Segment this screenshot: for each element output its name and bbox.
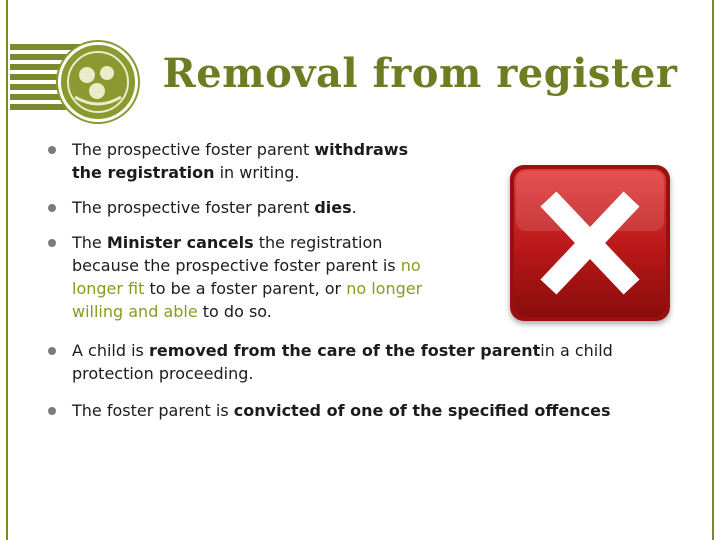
bullet-text-bold: withdraws the registration	[72, 140, 409, 182]
bullet-text: the registration because the prospective foster parent is	[72, 233, 401, 275]
children-faces-logo-icon	[58, 42, 138, 122]
bullet-item	[48, 399, 682, 422]
bullet-text: The foster parent is	[72, 401, 234, 420]
bullet-text: to be a foster parent, or	[144, 279, 347, 298]
red-x-close-icon	[510, 165, 670, 321]
bullet-item	[48, 339, 652, 385]
bullet-text: .	[351, 198, 357, 217]
bullet-text-bold: dies	[314, 198, 352, 217]
bullet-text: A child is	[72, 341, 149, 360]
bullet-dot-icon	[48, 347, 56, 355]
left-border-line	[6, 0, 8, 540]
bullet-dot-icon	[48, 239, 56, 247]
stripe	[10, 104, 68, 110]
bullet-text: in writing.	[214, 163, 300, 182]
bullet-text-bold: convicted of one of the specified offences	[233, 401, 611, 420]
bullet-text-bold: Minister cancels	[106, 233, 254, 252]
slide-title: Removal from register	[162, 50, 678, 97]
bullet-text: to do so.	[197, 302, 272, 321]
right-border-line	[712, 0, 714, 540]
bullet-text: The	[72, 233, 107, 252]
bullet-text-bold: removed from the care of the foster parent	[148, 341, 541, 360]
bullet-item	[48, 138, 442, 184]
x-mark-graphic	[510, 165, 670, 321]
bullet-text: in a child protection proceeding.	[72, 341, 613, 383]
bullet-dot-icon	[48, 204, 56, 212]
bullet-text-accent: no longer fit	[72, 256, 421, 298]
bullet-text: The prospective foster parent	[72, 140, 315, 159]
logo-graphic	[61, 45, 135, 119]
bullet-dot-icon	[48, 407, 56, 415]
bullet-text-accent: no longer willing and able	[72, 279, 423, 321]
bullet-dot-icon	[48, 146, 56, 154]
bullet-item	[48, 196, 442, 219]
bullet-text: The prospective foster parent	[72, 198, 315, 217]
bullet-item	[48, 231, 442, 323]
